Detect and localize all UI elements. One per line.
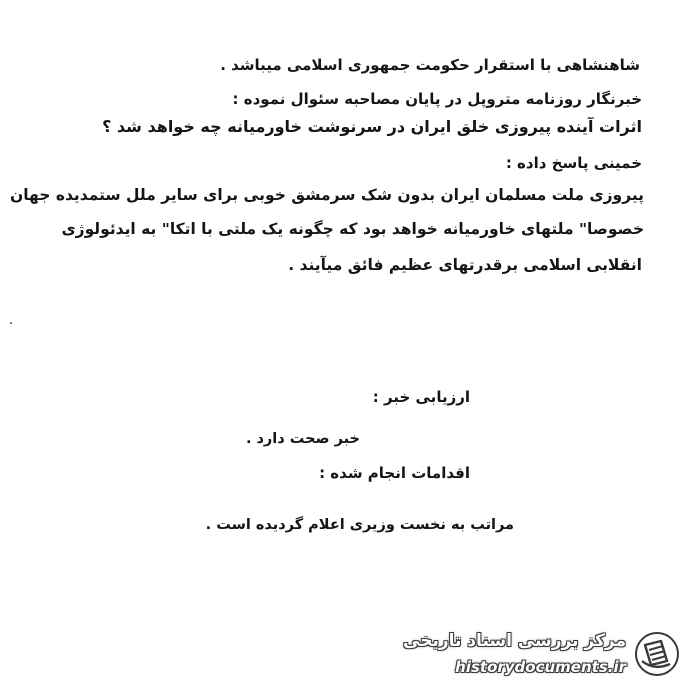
document-line-7: انقلابی اسلامی برقدرتهای عظیم فائق میآیند . xyxy=(288,256,642,274)
document-line-1: شاهنشاهی با استقرار حکومت جمهوری اسلامی میباشد . xyxy=(220,56,640,74)
document-line-4: خمینی پاسخ داده : xyxy=(505,154,642,172)
watermark-url: historydocuments.ir xyxy=(455,658,626,676)
documents-center-logo-icon xyxy=(634,631,680,677)
document-line-5: پیروزی ملت مسلمان ایران بدون شک سرمشق خوبی برای سایر ملل ستمدیده جهان xyxy=(9,186,644,204)
watermark xyxy=(403,627,680,685)
actions-heading: اقدامات انجام شده : xyxy=(319,464,470,482)
watermark-title: مرکز بررسی اسناد تاریخی xyxy=(403,631,626,651)
scan-speck xyxy=(10,322,12,324)
document-line-3: اثرات آینده پیروزی خلق ایران در سرنوشت خاورمیانه چه خواهد شد ؟ xyxy=(102,117,642,136)
document-line-2: خبرنگار روزنامه متروپل در پایان مصاحبه سئوال نموده : xyxy=(232,90,642,108)
actions-text: مراتب به نخست وزیری اعلام گردیده است . xyxy=(205,517,514,533)
assessment-text: خبر صحت دارد . xyxy=(245,431,360,447)
assessment-heading: ارزیابی خبر : xyxy=(372,388,470,406)
document-line-6: خصوصا" ملتهای خاورمیانه خواهد بود که چگونه یک ملتی با اتکا" به ایدئولوژی xyxy=(61,220,644,238)
